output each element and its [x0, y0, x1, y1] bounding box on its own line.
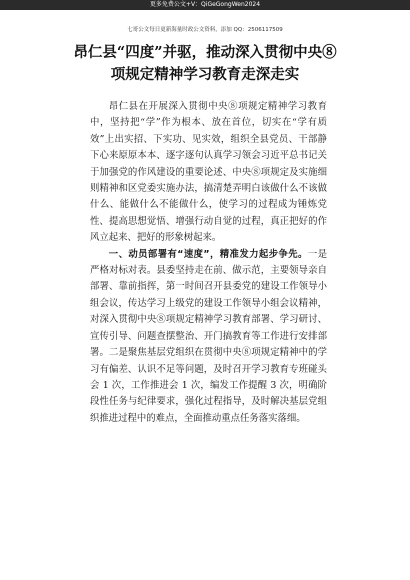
- document-body: [90, 99, 327, 427]
- title-line-2: 项规定精神学习教育走深走实: [110, 66, 300, 83]
- title-line-1: 昂仁县“四度”并驱，推动深入贯彻中央⑧: [73, 44, 337, 61]
- paragraph-intro: 昂仁县在开展深入贯彻中央⑧项规定精神学习教育中，坚持把“学”作为根本、放在首位，切实在“学有质效”上出实招、下实功、见实效，组织全县党员、干部静下心来原原本本、逐字逐句认真学习领会习近平总书记关于加强党的作风建设的重要论述、中央⑧项规定及实施细则精神和区党委实施办法，搞清楚弄明白该做什么不该做什么、能做什么不能做什么，使学习的过程成为锤炼党性、提高思想觉悟、增强行动自觉的过程，真正把好的作风立起来、把好的形象树起来。: [90, 101, 327, 244]
- document-title: [40, 42, 370, 86]
- update-notice: 七哥公文每日更新海量时政公文资料，添加 QQ：2506117509: [127, 27, 283, 33]
- section-body: 一是严格对标对表。县委坚持走在前、做示范，主要领导亲自部署、靠前指挥，第一时间召开县委党的建设工作领导小组会议，传达学习上级党的建设工作领导小组会议精神，对深入贯彻中央⑧项规定精神学习教育部署、学习研讨、宣传引导、问题查摆整治、开门搞教育等工作进行安排部署。二是聚焦基层党组织在贯彻中央⑧项规定精神中的学习有偏差、认识不足等问题，及时召开学习教育专班碰头会 1 次，工作推进会 1 次，编发工作提醒 3 次，明确阶段性任务与纪律要求，强化过程指导，及时解决基层党组织推进过程中的难点，全面推动重点任务落实落细。: [90, 248, 327, 424]
- promo-banner: 更多免费公文+V：QiGeGongWen2024: [0, 0, 410, 10]
- paragraph-section-1: [90, 247, 327, 427]
- section-heading: 一、动员部署有“速度”，精准发力起步争先。: [108, 248, 308, 260]
